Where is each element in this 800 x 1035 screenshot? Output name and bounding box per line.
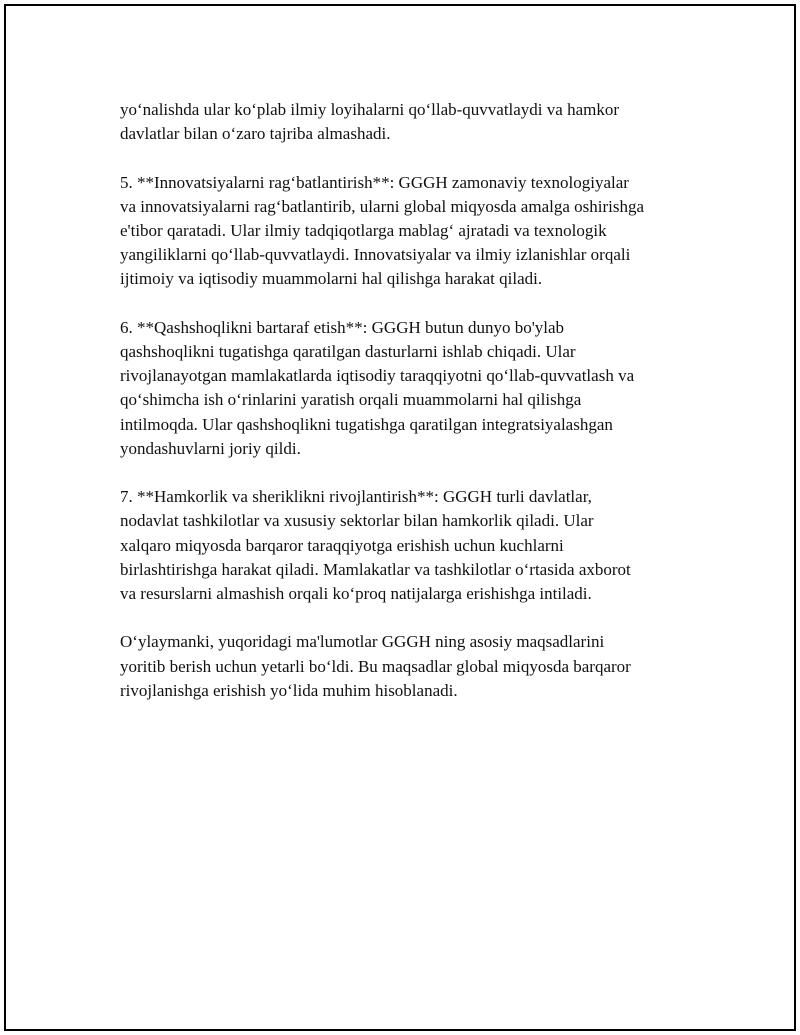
text-line: yoritib berish uchun yetarli bo‘ldi. Bu maqsadlar global miqyosda barqaror [120,656,631,676]
text-line: va innovatsiyalarni rag‘batlantirib, ularni global miqyosda amalga oshirishga [120,196,645,216]
text-line: intilmoqda. Ular qashshoqlikni tugatishga qaratilgan integratsiyalashgan [120,414,613,434]
text-line: birlashtirishga harakat qiladi. Mamlakatlar va tashkilotlar o‘rtasida axborot [120,559,631,579]
text-line: ijtimoiy va iqtisodiy muammolarni hal qilishga harakat qiladi. [120,269,543,289]
text-line: qashshoqlikni tugatishga qaratilgan dasturlarni ishlab chiqadi. Ular [120,342,576,361]
text-line: rivojlanayotgan mamlakatlarda iqtisodiy taraqqiyotni qo‘llab-quvvatlash va [120,366,635,386]
text-line: yondashuvlarni joriy qildi. [120,438,301,458]
text-line: qo‘shimcha ish o‘rinlarini yaratish orqali muammolarni hal qilishga [120,390,582,410]
text-line: O‘ylaymanki, yuqoridagi ma'lumotlar GGGH ning asosiy maqsadlarini [120,632,605,652]
paragraph-conclusion [120,630,700,703]
document-body [120,98,700,727]
text-line: e'tibor qaratadi. Ular ilmiy tadqiqotlarga mablag‘ ajratadi va texnologik [120,221,607,240]
text-line: nodavlat tashkilotlar va xususiy sektorlar bilan hamkorlik qiladi. Ular [120,511,594,531]
text-line: 6. **Qashshoqlikni bartaraf etish**: GGGH butun dunyo bo'ylab [120,317,565,337]
text-line: 7. **Hamkorlik va sheriklikni rivojlantirish**: GGGH turli davlatlar, [120,487,592,507]
text-line: va resurslarni almashish orqali ko‘proq natijalarga erishishga intiladi. [120,584,592,604]
paragraph-item-7-partnership [120,485,700,606]
text-line: rivojlanishga erishish yo‘lida muhim hisoblanadi. [120,680,458,700]
text-line: yangiliklarni qo‘llab-quvvatlaydi. Innovatsiyalar va ilmiy izlanishlar orqali [120,245,631,265]
paragraph-item-5-innovation [120,171,700,292]
text-line: davlatlar bilan o‘zaro tajriba almashadi. [120,124,391,144]
page-frame [4,4,796,1031]
text-line: 5. **Innovatsiyalarni rag‘batlantirish**: GGGH zamonaviy texnologiyalar [120,172,629,192]
text-line: xalqaro miqyosda barqaror taraqqiyotga erishish uchun kuchlarni [120,535,564,555]
text-line: yo‘nalishda ular ko‘plab ilmiy loyihalarni qo‘llab-quvvatlaydi va hamkor [120,100,620,119]
paragraph-item-6-poverty [120,316,700,461]
paragraph-intro-continuation [120,98,700,146]
